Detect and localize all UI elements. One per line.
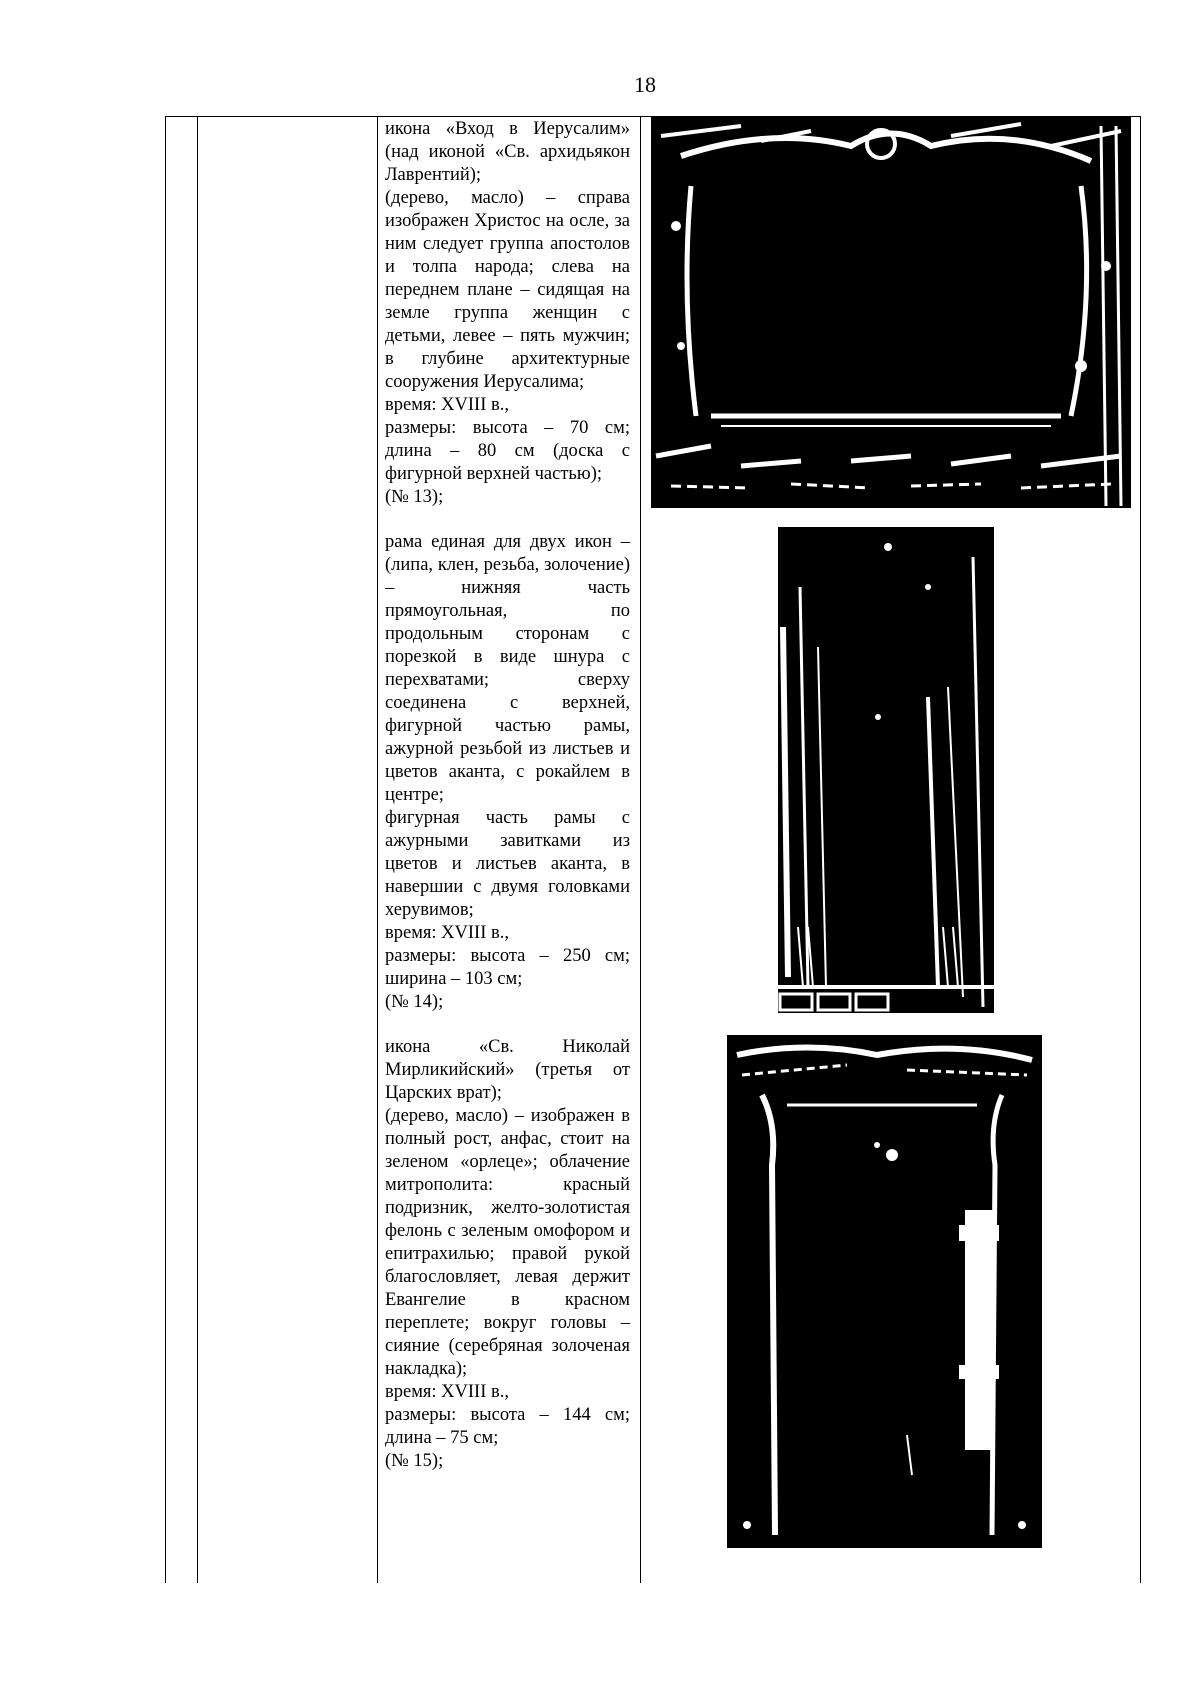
- entry-line: (№ 14);: [385, 992, 444, 1012]
- entry-line: (№ 13);: [385, 487, 444, 507]
- entry-line: время: XVIII в.,: [385, 395, 509, 415]
- photo-icon-13-image: [651, 116, 1131, 508]
- entry-line: время: XVIII в.,: [385, 1382, 509, 1402]
- entry-line: (дерево, масло) – справа изображен Христос на осле, за ним следует группа апостолов и толпа народа; слева на переднем плане – сидящая на земле группа женщин с детьми, левее – пять мужчин; в глубине архитектурные сооружения Иерусалима;: [385, 188, 630, 392]
- table-column-border-1: [165, 116, 166, 1583]
- table-column-border-3: [377, 116, 378, 1583]
- entry-15: [385, 1036, 630, 1473]
- entry-line: размеры: высота – 250 см; ширина – 103 см;: [385, 946, 630, 989]
- entry-line: время: XVIII в.,: [385, 923, 509, 943]
- photo-frame-14: [778, 527, 994, 1013]
- entry-line: (№ 15);: [385, 1451, 444, 1471]
- entry-line: (дерево, масло) – изображен в полный рост, анфас, стоит на зеленом «орлеце»; облачение митрополита: красный подризник, желто-золотистая фелонь с зеленым омофором и епитрахилью; правой рукой благословляет, левая держит Евангелие в красном переплете; вокруг головы – сияние (серебряная золоченая накладка);: [385, 1106, 630, 1379]
- entry-line: фигурная часть рамы с ажурными завитками из цветов и листьев аканта, в навершии с двумя головками херувимов;: [385, 808, 630, 920]
- table-column-border-4: [640, 116, 641, 1583]
- photo-frame-14-image: [778, 527, 994, 1013]
- photo-icon-13: [651, 116, 1131, 508]
- entry-14: [385, 531, 630, 1014]
- photo-icon-15-image: [727, 1035, 1042, 1548]
- photo-icon-15: [727, 1035, 1042, 1548]
- table-column-border-2: [197, 116, 198, 1583]
- entry-line: икона «Св. Николай Мирликийский» (третья от Царских врат);: [385, 1037, 630, 1103]
- table-column-border-5: [1140, 116, 1141, 1583]
- entry-line: размеры: высота – 144 см; длина – 75 см;: [385, 1405, 630, 1448]
- entry-line: икона «Вход в Иерусалим» (над иконой «Св. архидьякон Лаврентий);: [385, 119, 630, 185]
- entry-line: рама единая для двух икон – (липа, клен, резьба, золочение) – нижняя часть прямоугольная, по продольным сторонам с порезкой в виде шнура с перехватами; сверху соединена с верхней, фигурной частью рамы, ажурной резьбой из листьев и цветов аканта, с рокайлем в центре;: [385, 532, 630, 805]
- entry-13: [385, 118, 630, 509]
- page-number: 18: [634, 72, 656, 97]
- entry-line: размеры: высота – 70 см; длина – 80 см (доска с фигурной верхней частью);: [385, 418, 630, 484]
- description-column: [385, 118, 630, 1473]
